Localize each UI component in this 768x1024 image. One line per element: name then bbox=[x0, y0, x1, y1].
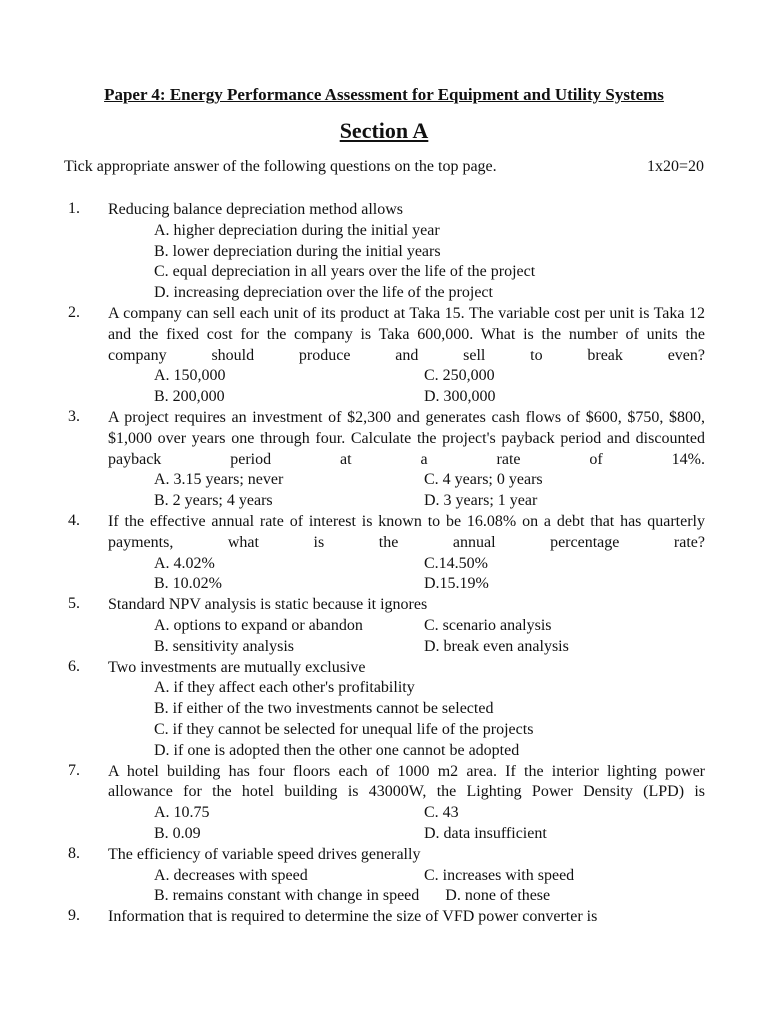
question-list bbox=[0, 200, 768, 928]
answer-option-row bbox=[154, 470, 768, 491]
question-text: A company can sell each unit of its product at Taka 15. The variable cost per unit is Taka 12 and the fixed cost for the company is Taka 600,000. What is the number of units the company should produce and sell to break even? bbox=[108, 304, 705, 364]
answer-option[interactable]: B. lower depreciation during the initial years bbox=[154, 242, 441, 260]
answer-option-row bbox=[154, 491, 768, 512]
answer-option[interactable]: C. increases with speed bbox=[424, 866, 575, 884]
question-number: 6. bbox=[68, 657, 80, 675]
paper-title: Paper 4: Energy Performance Assessment for Equipment and Utility Systems bbox=[104, 85, 664, 104]
question-text: If the effective annual rate of interest is known to be 16.08% on a debt that has quarterly payments, what is the annual percentage rate? bbox=[108, 512, 705, 551]
question-number: 7. bbox=[68, 761, 80, 779]
question-text: Two investments are mutually exclusive bbox=[108, 658, 366, 676]
answer-option-row bbox=[154, 366, 768, 387]
question-9 bbox=[0, 907, 768, 928]
question-text: The efficiency of variable speed drives generally bbox=[108, 845, 421, 863]
answer-option[interactable]: A. decreases with speed bbox=[154, 866, 308, 884]
answer-option[interactable]: A. 4.02% bbox=[154, 554, 215, 572]
answer-option[interactable]: C. scenario analysis bbox=[424, 616, 552, 634]
answer-option[interactable]: C. if they cannot be selected for unequal life of the projects bbox=[154, 720, 534, 738]
answer-option[interactable]: C. 43 bbox=[424, 804, 459, 822]
answer-option[interactable]: D. data insufficient bbox=[424, 824, 547, 842]
answer-option[interactable]: C. 250,000 bbox=[424, 367, 495, 385]
question-text: A hotel building has four floors each of 1000 m2 area. If the interior lighting power allowance for the hotel building is 43000W, the Lighting Power Density (LPD) is bbox=[108, 762, 705, 801]
question-number: 2. bbox=[68, 303, 80, 321]
answer-option-row bbox=[154, 866, 768, 887]
question-text: Reducing balance depreciation method allows bbox=[108, 201, 404, 218]
answer-option-row bbox=[154, 637, 768, 658]
answer-option-row bbox=[154, 886, 768, 907]
answer-option[interactable]: C. 4 years; 0 years bbox=[424, 471, 543, 489]
question-6 bbox=[0, 658, 768, 762]
answer-option[interactable]: D. increasing depreciation over the life of the project bbox=[154, 284, 493, 302]
answer-option[interactable]: A. higher depreciation during the initial year bbox=[154, 221, 440, 239]
question-number: 1. bbox=[68, 200, 80, 217]
answer-option-row bbox=[154, 824, 768, 845]
answer-option[interactable]: B. remains constant with change in speed bbox=[154, 887, 420, 905]
answer-option[interactable]: D. break even analysis bbox=[424, 637, 569, 655]
answer-option[interactable]: A. 10.75 bbox=[154, 804, 210, 822]
answer-option[interactable]: D.15.19% bbox=[424, 575, 489, 593]
answer-option[interactable]: B. 2 years; 4 years bbox=[154, 492, 273, 510]
question-text: A project requires an investment of $2,300 and generates cash flows of $600, $750, $800, $1,000 over years one through four. Calculate the project's payback period and discounted payback period at a rate of 14%. bbox=[108, 408, 705, 468]
question-7 bbox=[0, 762, 768, 845]
question-2 bbox=[0, 304, 768, 408]
answer-option-row bbox=[154, 574, 768, 595]
question-number: 4. bbox=[68, 511, 80, 529]
answer-option[interactable]: D. 3 years; 1 year bbox=[424, 492, 538, 510]
marks-allocation: 1x20=20 bbox=[646, 158, 704, 175]
question-text: Standard NPV analysis is static because it ignores bbox=[108, 596, 428, 614]
answer-option[interactable]: A. if they affect each other's profitability bbox=[154, 679, 415, 697]
answer-option[interactable]: A. options to expand or abandon bbox=[154, 616, 363, 634]
answer-option-row bbox=[154, 803, 768, 824]
answer-option[interactable]: C.14.50% bbox=[424, 554, 488, 572]
answer-option[interactable]: D. none of these bbox=[445, 887, 551, 905]
question-number: 3. bbox=[68, 407, 80, 425]
question-5 bbox=[0, 595, 768, 657]
answer-option[interactable]: A. 3.15 years; never bbox=[154, 471, 284, 489]
answer-option[interactable]: A. 150,000 bbox=[154, 367, 226, 385]
question-8 bbox=[0, 845, 768, 907]
question-number: 5. bbox=[68, 595, 80, 613]
question-number: 8. bbox=[68, 844, 80, 862]
answer-option[interactable]: B. 0.09 bbox=[154, 824, 201, 842]
question-4 bbox=[0, 512, 768, 595]
answer-option[interactable]: B. sensitivity analysis bbox=[154, 637, 294, 655]
answer-option-row bbox=[154, 387, 768, 408]
answer-option[interactable]: B. 200,000 bbox=[154, 388, 225, 406]
answer-option-row bbox=[154, 616, 768, 637]
question-1 bbox=[0, 200, 768, 304]
section-title: Section A bbox=[339, 118, 429, 143]
answer-option[interactable]: C. equal depreciation in all years over the life of the project bbox=[154, 263, 536, 281]
answer-option[interactable]: D. if one is adopted then the other one cannot be adopted bbox=[154, 741, 520, 759]
answer-option[interactable]: D. 300,000 bbox=[424, 388, 496, 406]
answer-option[interactable]: B. if either of the two investments cannot be selected bbox=[154, 700, 494, 718]
answer-option[interactable]: B. 10.02% bbox=[154, 575, 222, 593]
instruction-text: Tick appropriate answer of the following questions on the top page. bbox=[64, 158, 497, 175]
answer-option-row bbox=[154, 554, 768, 575]
question-text: Information that is required to determine the size of VFD power converter is bbox=[108, 908, 598, 926]
question-3 bbox=[0, 408, 768, 512]
question-number: 9. bbox=[68, 907, 80, 925]
